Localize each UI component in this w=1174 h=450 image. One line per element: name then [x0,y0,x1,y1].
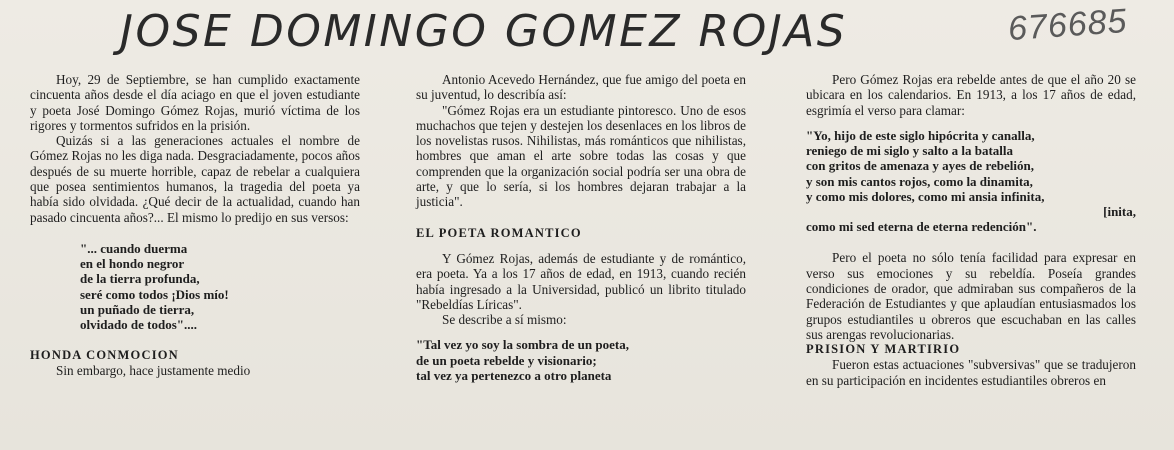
col1-verse-line: un puñado de tierra, [80,301,195,317]
column-3 [806,72,1136,388]
col3-verse-line: y como mis dolores, como mi ansia infinita, [806,188,1045,204]
col1-verse-line: de la tierra profunda, [80,271,200,287]
col1-verse-line: olvidado de todos".... [80,316,198,332]
col2-paragraph-1: Antonio Acevedo Hernández, que fue amigo del poeta en su juventud, lo describía así: [416,72,746,103]
col2-paragraph-4: Se describe a sí mismo: [442,312,567,328]
col2-section-heading: EL POETA ROMANTICO [416,225,582,240]
col2-verse-line: tal vez ya pertenezco a otro planeta [416,367,612,383]
col1-verse-line: "... cuando duerma [80,240,188,256]
col3-verse-line: y son mis cantos rojos, como la dinamita, [806,173,1033,189]
col1-paragraph-3: Sin embargo, hace justamente medio [56,363,251,379]
col2-verse-line: "Tal vez yo soy la sombra de un poeta, [416,337,629,353]
col3-verse-continuation: [inita, [1103,203,1136,219]
column-2 [416,72,746,383]
col3-verse-line: reniego de mi siglo y salto a la batalla [806,143,1014,159]
col1-paragraph-2: Quizás si a las generaciones actuales el nombre de Gómez Rojas no les diga nada. Desgraciadamente, pocos años después de su muerte horrible, capaz de rebelar a cualquiera que posea sentimientos humanos, la tragedia del poeta ya había sido olvidada. ¿Qué decir de la actualidad, cuando han pasado cincuenta años?... El mismo lo predijo en sus versos: [30,133,360,225]
col1-verse-line: en el hondo negror [80,256,185,272]
col2-verse-line: de un poeta rebelde y visionario; [416,352,597,368]
col3-section-heading: PRISION Y MARTIRIO [806,342,961,357]
archive-number-stamp: 676685 [1006,1,1129,49]
col3-paragraph-2: Pero el poeta no sólo tenía facilidad para expresar en verso sus emociones y su rebeldía. Poseía grandes condiciones de orador, que admiraban sus compañeros de la Federación de Estudiantes y que aplaudían entusiasmados los grupos estudiantiles u obreros que escuchaban en las calles sus arengas revolucionarias. [806,250,1136,342]
col3-paragraph-3: Fueron estas actuaciones "subversivas" que se tradujeron en su participación en incidentes estudiantiles obreros en [806,357,1136,388]
col1-paragraph-1: Hoy, 29 de Septiembre, se han cumplido exactamente cincuenta años desde el día aciago en que el joven estudiante y poeta José Domingo Gómez Rojas, murió víctima de los rigores y tormentos sufridos en la prisión. [30,72,360,133]
col3-verse-line: como mi sed eterna de eterna redención". [806,219,1037,235]
col1-verse-line: seré como todos ¡Dios mío! [80,286,229,302]
col3-verse-line: con gritos de amenaza y ayes de rebelión, [806,158,1034,174]
col1-section-heading: HONDA CONMOCION [30,348,179,363]
col2-paragraph-3: Y Gómez Rojas, además de estudiante y de romántico, era poeta. Ya a los 17 años de edad, en 1913, cuando recién había ingresado a la Universidad, publicó un librito titulado "Rebeldías Líricas". [416,250,746,312]
col2-paragraph-2: "Gómez Rojas era un estudiante pintoresco. Uno de esos muchachos que tejen y destejen los desenlaces en los libros de los novelistas rusos. Nihilistas, más románticos que nihilistas, hombres que aman el arte sobre todas las cosas y que comprenden que la organización social podría ser una obra de arte, y que lo sería, si los hombres dejaran trabajar a la justicia". [416,102,746,210]
col3-verse-line: "Yo, hijo de este siglo hipócrita y canalla, [806,127,1035,143]
col3-paragraph-1: Pero Gómez Rojas era rebelde antes de que el año 20 se ubicara en los calendarios. En 1913, a los 17 años de edad, esgrimía el verso para clamar: [806,72,1136,118]
article-headline: JOSE DOMINGO GOMEZ ROJAS [120,6,848,57]
column-1 [30,72,360,379]
